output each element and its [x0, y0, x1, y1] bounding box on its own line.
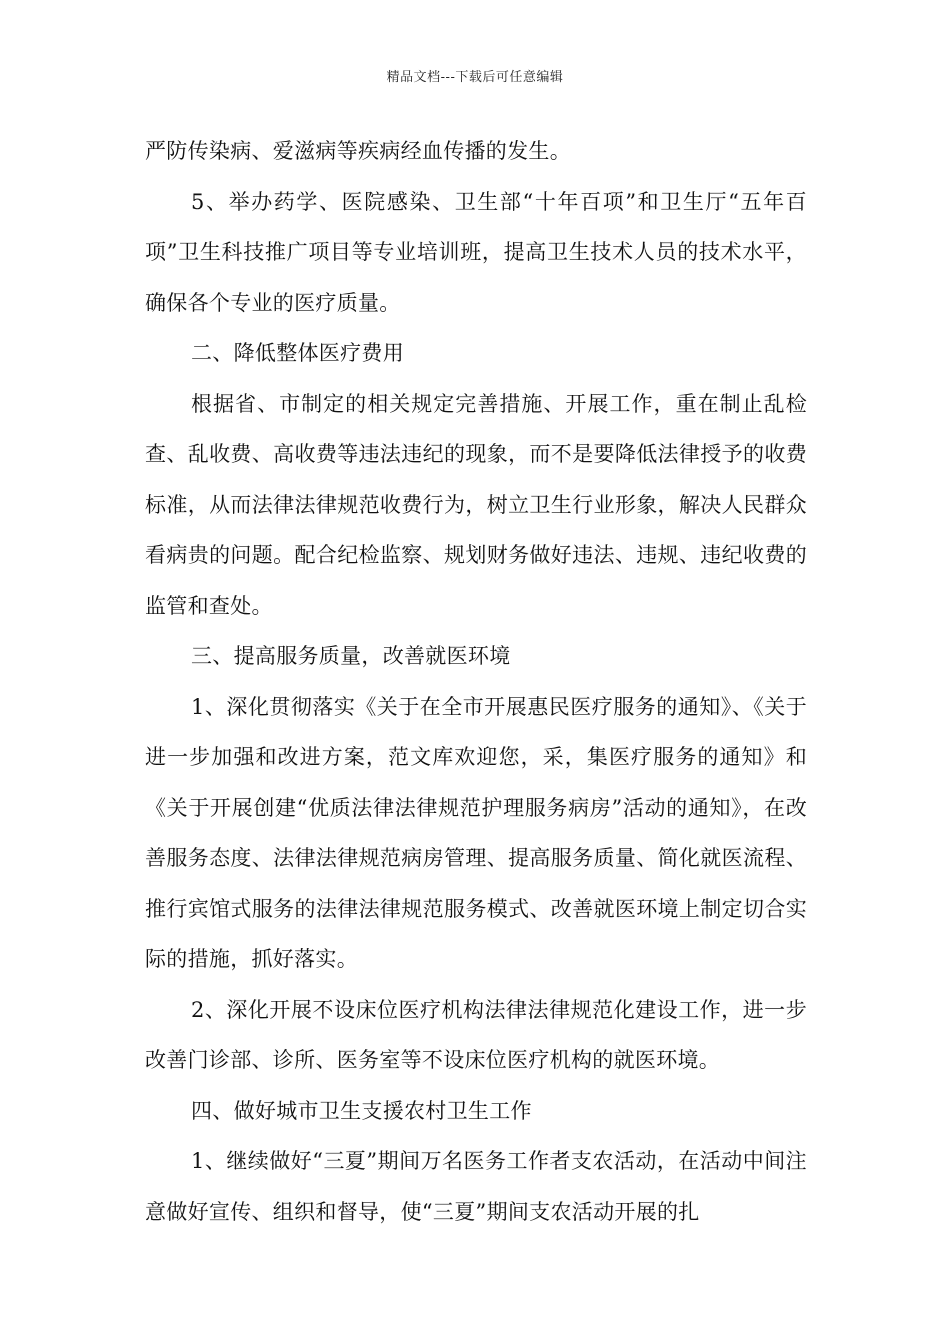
section-heading-3: 三、提高服务质量，改善就医环境	[191, 644, 511, 668]
page-header: 精品文档---下载后可任意编辑	[386, 70, 564, 85]
paragraph-item-2-service: 2、深化开展不设床位医疗机构法律法律规范化建设工作，进一步改善门诊部、诊所、医务室等不设床位医疗机构的就医环境。	[145, 997, 807, 1072]
paragraph-continuation: 严防传染病、爱滋病等疾病经血传播的发生。	[145, 139, 571, 163]
section-heading-4: 四、做好城市卫生支援农村卫生工作	[191, 1098, 532, 1123]
document-body	[145, 126, 807, 1237]
section-heading-2: 二、降低整体医疗费用	[191, 341, 404, 365]
paragraph-cost-control: 根据省、市制定的相关规定完善措施、开展工作，重在制止乱检查、乱收费、高收费等违法违纪的现象，而不是要降低法律授予的收费标准，从而法律法律规范收费行为，树立卫生行业形象，解决人民群众看病贵的问题。配合纪检监察、规划财务做好违法、违规、违纪收费的监管和查处。	[145, 391, 807, 618]
paragraph-item-1-service: 1、深化贯彻落实《关于在全市开展惠民医疗服务的通知》、《关于进一步加强和改进方案，范文库欢迎您，采，集医疗服务的通知》和《关于开展创建“优质法律法律规范护理服务病房”活动的通知》，在改善服务态度、法律法律规范病房管理、提高服务质量、简化就医流程、推行宾馆式服务的法律法律规范服务模式、改善就医环境上制定切合实际的措施，抓好落实。	[145, 694, 807, 971]
paragraph-item-1-rural: 1、继续做好“三夏”期间万名医务工作者支农活动，在活动中间注意做好宣传、组织和督导，使“三夏”期间支农活动开展的扎	[145, 1149, 807, 1224]
paragraph-item-5: 5、举办药学、医院感染、卫生部“十年百项”和卫生厅“五年百项”卫生科技推广项目等专业培训班，提高卫生技术人员的技术水平，确保各个专业的医疗质量。	[145, 189, 807, 315]
